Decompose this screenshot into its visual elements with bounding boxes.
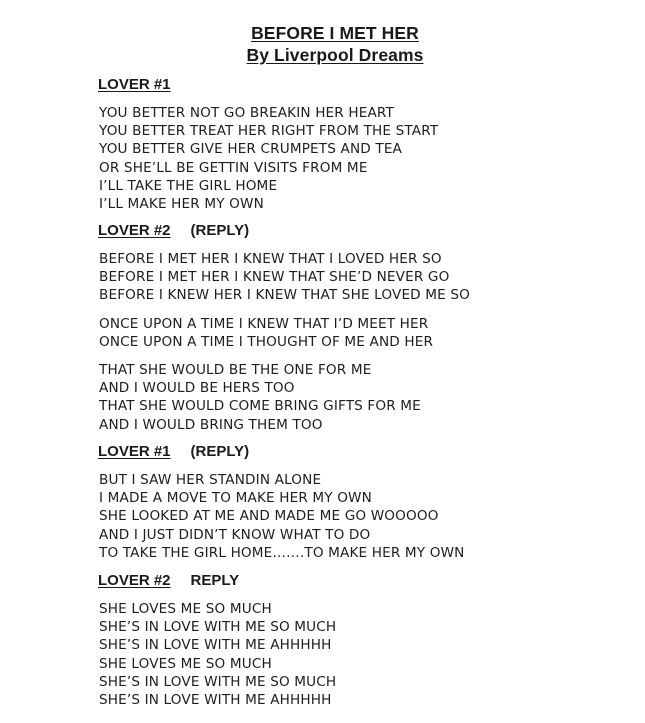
lyric-line: I’LL MAKE HER MY OWN (99, 195, 264, 212)
stanza (99, 361, 421, 434)
section-label: LOVER #1 (98, 76, 171, 93)
lyric-line: I’LL TAKE THE GIRL HOME (99, 177, 278, 194)
lyric-line: THAT SHE WOULD COME BRING GIFTS FOR ME (99, 398, 421, 415)
section-note: (REPLY) (190, 222, 250, 239)
lyric-line: SHE’S IN LOVE WITH ME AHHHHH (99, 637, 332, 654)
lyric-line: YOU BETTER NOT GO BREAKIN HER HEART (99, 105, 394, 121)
lyric-line: THAT SHE WOULD BE THE ONE FOR ME (99, 362, 372, 378)
lyric-line: BEFORE I KNEW HER I KNEW THAT SHE LOVED ME SO (99, 287, 470, 304)
lyric-line: BEFORE I MET HER I KNEW THAT SHE’D NEVER GO (99, 269, 450, 286)
lyric-line: OR SHE’LL BE GETTIN VISITS FROM ME (99, 159, 368, 176)
lyric-line: AND I JUST DIDN’T KNOW WHAT TO DO (99, 526, 371, 543)
lyric-line: I MADE A MOVE TO MAKE HER MY OWN (99, 490, 372, 507)
lyric-line: TO TAKE THE GIRL HOME…….TO MAKE HER MY OWN (99, 544, 465, 561)
section-heading (98, 443, 249, 461)
stanza (99, 104, 438, 213)
stanza (99, 315, 433, 351)
document-title: BEFORE I MET HER (251, 23, 419, 43)
lyric-line: ONCE UPON A TIME I THOUGHT OF ME AND HER (99, 334, 434, 351)
stanza (99, 471, 464, 562)
lyric-line: ONCE UPON A TIME I KNEW THAT I’D MEET HER (99, 316, 429, 332)
document-byline: By Liverpool Dreams (246, 45, 424, 65)
lyric-line: SHE LOOKED AT ME AND MADE ME GO WOOOOO (99, 508, 439, 525)
section-heading (98, 572, 239, 590)
section-note: REPLY (190, 572, 240, 589)
lyric-line: AND I WOULD BRING THEM TOO (99, 416, 323, 433)
lyric-line: SHE LOVES ME SO MUCH (99, 601, 272, 617)
lyric-line: SHE’S IN LOVE WITH ME SO MUCH (99, 619, 337, 636)
lyric-line: BEFORE I MET HER I KNEW THAT I LOVED HER SO (99, 251, 442, 267)
section-heading (98, 76, 171, 94)
section-label: LOVER #1 (98, 443, 171, 460)
lyric-line: YOU BETTER TREAT HER RIGHT FROM THE START (99, 123, 439, 140)
stanza (99, 600, 336, 709)
section-label: LOVER #2 (98, 222, 171, 239)
lyric-line: BUT I SAW HER STANDIN ALONE (99, 472, 322, 488)
section-heading (98, 222, 249, 240)
lyric-line: SHE’S IN LOVE WITH ME SO MUCH (99, 673, 337, 690)
section-note: (REPLY) (190, 443, 250, 460)
lyric-line: SHE’S IN LOVE WITH ME AHHHHH (99, 691, 332, 708)
lyric-line: SHE LOVES ME SO MUCH (99, 655, 272, 672)
lyric-line: AND I WOULD BE HERS TOO (99, 380, 295, 397)
stanza (99, 250, 470, 305)
section-label: LOVER #2 (98, 572, 171, 589)
lyric-line: YOU BETTER GIVE HER CRUMPETS AND TEA (99, 141, 403, 158)
